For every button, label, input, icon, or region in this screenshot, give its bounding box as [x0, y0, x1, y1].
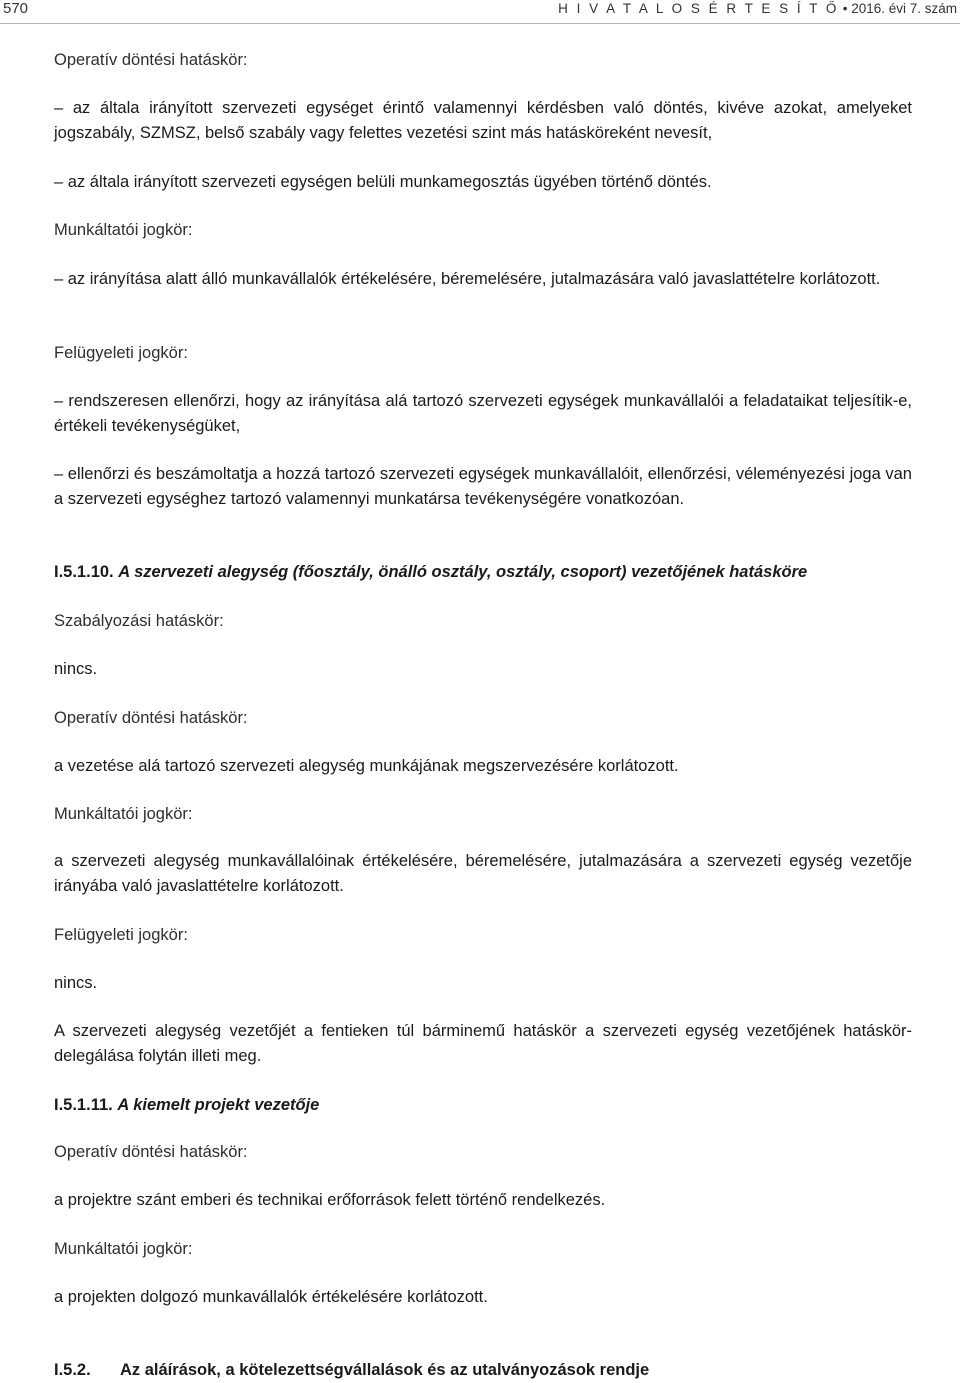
section-label: Operatív döntési hatáskör:	[54, 1143, 248, 1161]
list-item: – az általa irányított szervezeti egységet érintő valamennyi kérdésben való döntés, kivéve azokat, amelyeket jogszabály, SZMSZ, belső szabály vagy felettes vezetési szint más hatásköreként nevesít,	[54, 99, 912, 142]
header-rule	[0, 23, 960, 24]
section-label: Munkáltatói jogkör:	[54, 1240, 193, 1258]
section-label: Munkáltatói jogkör:	[54, 805, 193, 823]
section-label: Operatív döntési hatáskör:	[54, 709, 248, 727]
list-item: – az általa irányított szervezeti egységen belüli munkamegosztás ügyében történő döntés.	[54, 173, 712, 191]
page-header	[0, 0, 960, 26]
header-bullet: •	[842, 1, 848, 16]
list-item: – rendszeresen ellenőrzi, hogy az irányítása alá tartozó szervezeti egységek munkavállalói a feladataikat teljesítik-e, értékeli tevékenységüket,	[54, 392, 912, 435]
heading-title: Az aláírások, a kötelezettségvállalások és az utalványozások rendje	[120, 1361, 650, 1379]
section-label: Felügyeleti jogkör:	[54, 926, 188, 944]
section-label: Felügyeleti jogkör:	[54, 344, 188, 362]
journal-title	[558, 1, 957, 16]
paragraph: a projekten dolgozó munkavállalók értékelésére korlátozott.	[54, 1288, 488, 1306]
section-heading	[54, 1358, 912, 1383]
section-label: Operatív döntési hatáskör:	[54, 51, 248, 69]
issue-number: 2016. évi 7. szám	[851, 1, 957, 16]
page-number: 570	[3, 0, 29, 17]
paragraph: a vezetése alá tartozó szervezeti alegység munkájának megszervezésére korlátozott.	[54, 757, 679, 775]
heading-number: I.5.1.10.	[54, 563, 114, 581]
paragraph: nincs.	[54, 660, 98, 678]
paragraph: a szervezeti alegység munkavállalóinak értékelésére, béremelésére, jutalmazására a szervezeti egység vezetője irányába való javaslattételre korlátozott.	[54, 852, 912, 895]
list-item: – az irányítása alatt álló munkavállalók értékelésére, béremelésére, jutalmazására való javaslattételre korlátozott.	[54, 270, 881, 288]
section-heading	[54, 1093, 912, 1118]
section-heading	[54, 560, 912, 585]
heading-title: A kiemelt projekt vezetője	[117, 1096, 320, 1114]
section-label: Munkáltatói jogkör:	[54, 221, 193, 239]
section-label: Szabályozási hatáskör:	[54, 612, 224, 630]
list-item: – ellenőrzi és beszámoltatja a hozzá tartozó szervezeti egységek munkavállalóit, ellenőrzési, véleményezési joga van a szervezeti egységhez tartozó valamennyi munkatársa tevékenységére vonatkozóan.	[54, 465, 912, 508]
journal-name: H I V A T A L O S É R T E S Í T Ő	[558, 1, 839, 16]
heading-number: I.5.2.	[54, 1361, 91, 1379]
paragraph: nincs.	[54, 974, 98, 992]
paragraph: A szervezeti alegység vezetőjét a fentieken túl bárminemű hatáskör a szervezeti egység vezetőjének hatáskör-delegálása folytán illeti meg.	[54, 1022, 912, 1065]
heading-title: A szervezeti alegység (főosztály, önálló osztály, osztály, csoport) vezetőjének hatásköre	[118, 563, 808, 581]
heading-number: I.5.1.11.	[54, 1096, 113, 1114]
paragraph: a projektre szánt emberi és technikai erőforrások felett történő rendelkezés.	[54, 1191, 606, 1209]
